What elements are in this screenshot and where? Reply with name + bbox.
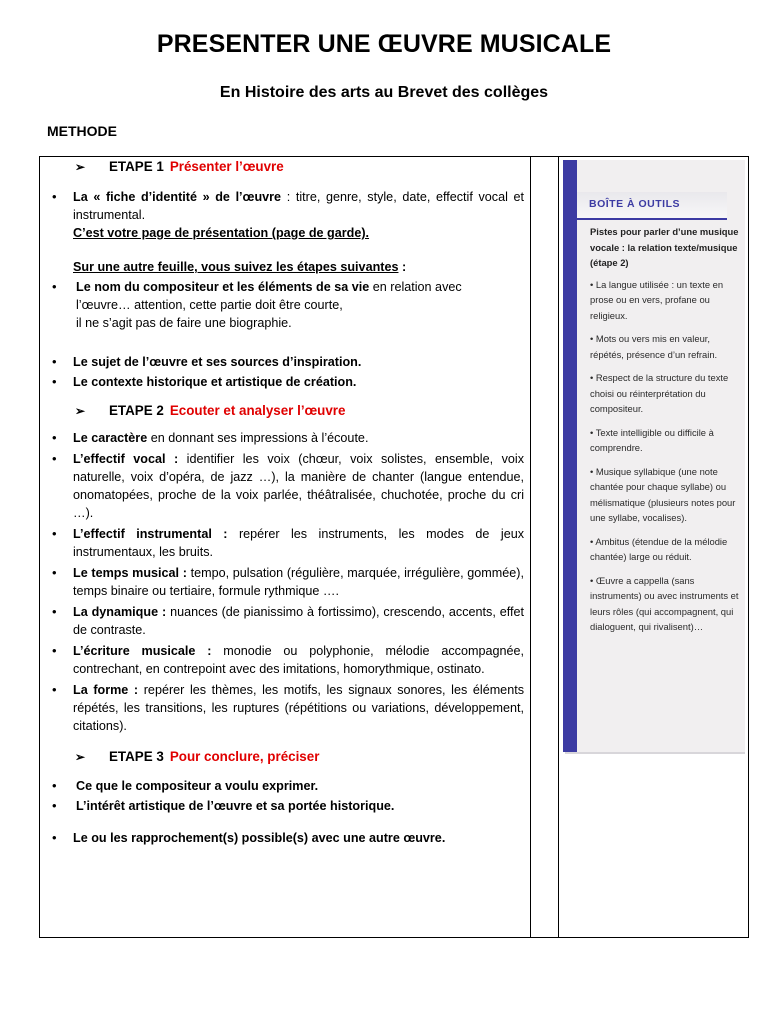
bullet-icon: •: [52, 430, 57, 445]
method-content: [52, 158, 524, 847]
toolbox-point: • Respect de la structure du texte choisi ou réinterprétation du compositeur.: [590, 372, 729, 414]
page-garde-note: C’est votre page de présentation (page de garde).: [73, 226, 370, 240]
bullet-icon: •: [52, 604, 57, 619]
toolbox-point: • La langue utilisée : un texte en prose ou en vers, profane ou religieux.: [590, 278, 724, 321]
bullet-icon: •: [52, 526, 57, 541]
bullet-icon: •: [52, 778, 57, 793]
arrow-icon: ➢: [75, 160, 86, 174]
bullet-icon: •: [52, 565, 57, 580]
instruction-line: Sur une autre feuille, vous suivez les étapes suivantes :: [73, 260, 407, 274]
list-item-contexte: • Le contexte historique et artistique de création.: [52, 374, 357, 389]
etape3-heading: [75, 748, 524, 766]
etape2-list: [52, 429, 524, 735]
list-item: • Ce que le compositeur a voulu exprimer.: [52, 778, 319, 793]
list-item: • La forme : repérer les thèmes, les motifs, les signaux sonores, les éléments répétés, les transitions, les ruptures (répétitions ou variations, développement, citations).: [52, 682, 524, 733]
list-item: • Le caractère en donnant ses impressions à l’écoute.: [52, 430, 369, 445]
list-item: • L’effectif vocal : identifier les voix (chœur, voix solistes, ensemble, voix naturelle, voix d’opéra, de jazz …), la manière de chanter (langue entendue, onomatopées, proche de la voix parlée, théâtralisée, chuchotée, proche du cri …).: [52, 451, 524, 520]
bullet-icon: •: [52, 682, 57, 697]
toolbox-point: • Mots ou vers mis en valeur, répétés, présence d’un refrain.: [590, 333, 718, 360]
toolbox-header: BOÎTE À OUTILS: [577, 192, 727, 220]
etape1-heading: [75, 158, 524, 176]
list-item: • Le ou les rapprochement(s) possible(s) avec une autre œuvre.: [52, 830, 446, 845]
arrow-icon: ➢: [75, 404, 86, 418]
toolbox-intro: Pistes pour parler d’une musique vocale : la relation texte/musique (étape 2): [590, 226, 739, 268]
etape2-title: Ecouter et analyser l’œuvre: [169, 403, 346, 418]
instruction-text: Sur une autre feuille, vous suivez les étapes suivantes: [73, 260, 399, 274]
etape3-number: ETAPE 3: [109, 749, 164, 764]
toolbox-image: [563, 160, 745, 752]
bullet-icon: •: [52, 189, 57, 204]
list-item: • Le temps musical : tempo, pulsation (régulière, marquée, irrégulière, gommée), temps binaire ou tertiaire, formule rythmique ….: [52, 565, 524, 598]
bullet-icon: •: [52, 279, 57, 294]
page-subtitle: En Histoire des arts au Brevet des collèges: [219, 84, 549, 101]
etape2-number: ETAPE 2: [109, 403, 164, 418]
toolbox-image-edge: [565, 752, 745, 754]
toolbox-side-bar: [563, 160, 577, 752]
bullet-icon: •: [52, 830, 57, 845]
list-item: • L’effectif instrumental : repérer les instruments, les modes de jeux instrumentaux, les bruits.: [52, 526, 524, 559]
bullet-icon: •: [52, 354, 57, 369]
section-label: METHODE: [47, 123, 117, 139]
list-item-fiche: [52, 188, 524, 242]
fiche-label: La « fiche d’identité » de l’œuvre: [73, 190, 282, 204]
toolbox-text: [590, 224, 740, 643]
list-item: • La dynamique : nuances (de pianissimo à fortissimo), crescendo, accents, effet de contraste.: [52, 604, 524, 637]
etape3-title: Pour conclure, préciser: [169, 749, 320, 764]
table-divider-left: [530, 156, 531, 938]
toolbox-point: • Ambitus (étendue de la mélodie chantée) large ou réduit.: [590, 535, 728, 562]
bullet-icon: •: [52, 798, 57, 813]
table-divider-right: [558, 156, 559, 938]
bullet-icon: •: [52, 374, 57, 389]
list-item-compositeur: • Le nom du compositeur et les éléments de sa vie en relation avec l’œuvre… attention, cette partie doit être courte, il ne s’agit pas de faire une biographie.: [52, 279, 462, 330]
list-item-sujet: • Le sujet de l’œuvre et ses sources d’inspiration.: [52, 354, 362, 369]
toolbox-point: • Texte intelligible ou difficile à comprendre.: [590, 426, 714, 453]
etape1-number: ETAPE 1: [109, 159, 164, 174]
list-item: • L’intérêt artistique de l’œuvre et sa portée historique.: [52, 798, 395, 813]
bullet-icon: •: [52, 451, 57, 466]
bullet-icon: •: [52, 643, 57, 658]
toolbox-point: • Œuvre a cappella (sans instruments) ou avec instruments et leurs rôles (qui accompagnent, qui dialoguent, qui rivalisent)…: [590, 574, 739, 632]
etape1-title: Présenter l’œuvre: [169, 159, 284, 174]
toolbox-point: • Musique syllabique (une note chantée pour chaque syllabe) ou mélismatique (plusieurs notes pour une syllabe, vocalises).: [590, 465, 736, 523]
page-title: PRESENTER UNE ŒUVRE MUSICALE: [156, 30, 612, 58]
fiche-text: : titre, genre, style, date, effectif vocal et instrumental.: [73, 190, 525, 222]
arrow-icon: ➢: [75, 750, 86, 764]
etape2-heading: [75, 402, 524, 420]
list-item: • L’écriture musicale : monodie ou polyphonie, mélodie accompagnée, contrechant, en contrepoint avec des imitations, homorythmique, ostinato.: [52, 643, 524, 676]
compositeur-label: Le nom du compositeur et les éléments de sa vie: [76, 280, 370, 294]
